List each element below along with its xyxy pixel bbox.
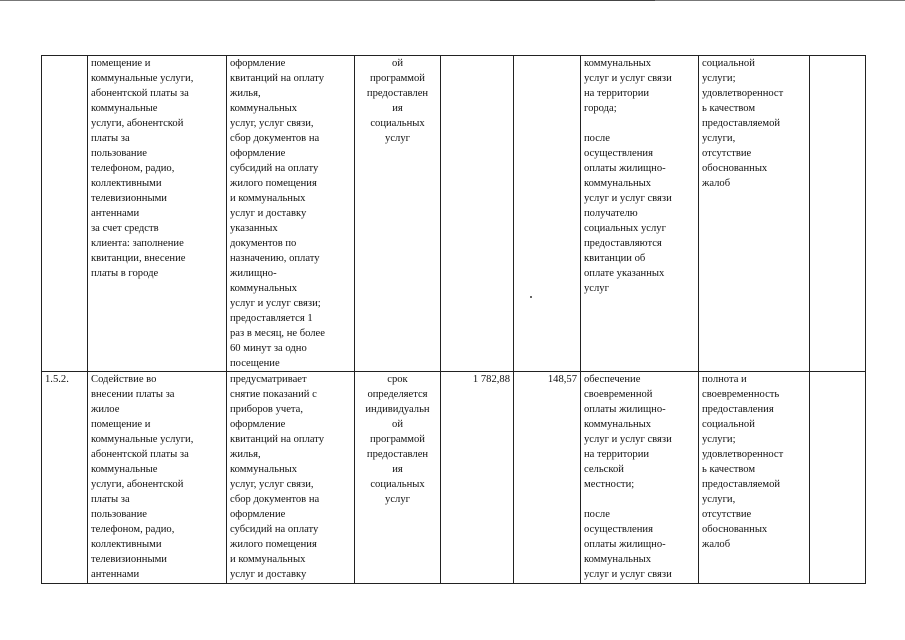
cost-cell [514,56,581,372]
tariff-cell: 1 782,88 [441,372,514,584]
service-term-cell: ой программой предоставлен ия социальных услуг [355,56,441,372]
service-term-cell: срок определяется индивидуальн ой программой предоставлен ия социальных услуг [355,372,441,584]
service-name-cell: помещение и коммунальные услуги, абонентской платы за коммунальные услуги, абонентской платы за пользование телефоном, радио, коллективными телевизионными антеннами за счет средств клиента: заполнение квитанции, внесение платы в городе [88,56,227,372]
conditions-cell: обеспечение своевременной оплаты жилищно- коммунальных услуг и услуг связи на территории сельской местности; после осуществления оплаты жилищно- коммунальных услуг и услуг связи [581,372,699,584]
row-number-cell [42,56,88,372]
tariff-cell [441,56,514,372]
conditions-cell: коммунальных услуг и услуг связи на территории города; после осуществления оплаты жилищно- коммунальных услуг и услуг связи получателю социальных услуг предоставляются квитанции об оплате указанных услуг [581,56,699,372]
extra-cell [810,372,866,584]
service-description-cell: оформление квитанций на оплату жилья, коммунальных услуг, услуг связи, сбор документов на оформление субсидий на оплату жилого помещения и коммунальных услуг и доставку указанных документов по назначению, оплату жилищно- коммунальных услуг и услуг связи; предоставляется 1 раз в месяц, не более 60 минут за одно посещение [227,56,355,372]
cost-cell: 148,57 [514,372,581,584]
services-table [41,55,866,584]
extra-cell [810,56,866,372]
quality-indicators-cell: социальной услуги; удовлетворенност ь качеством предоставляемой услуги, отсутствие обоснованных жалоб [699,56,810,372]
scan-speck [530,296,532,298]
service-name-cell: Содействие во внесении платы за жилое помещение и коммунальные услуги, абонентской платы за коммунальные услуги, абонентской платы за пользование телефоном, радио, коллективными телевизионными антеннами [88,372,227,584]
table-row [42,372,866,584]
scan-top-edge [0,0,905,4]
quality-indicators-cell: полнота и своевременность предоставления социальной услуги; удовлетворенност ь качеством предоставляемой услуги, отсутствие обоснованных жалоб [699,372,810,584]
row-number-cell: 1.5.2. [42,372,88,584]
service-description-cell: предусматривает снятие показаний с приборов учета, оформление квитанций на оплату жилья, коммунальных услуг, услуг связи, сбор документов на оформление субсидий на оплату жилого помещения и коммунальных услуг и доставку [227,372,355,584]
table-row [42,56,866,372]
